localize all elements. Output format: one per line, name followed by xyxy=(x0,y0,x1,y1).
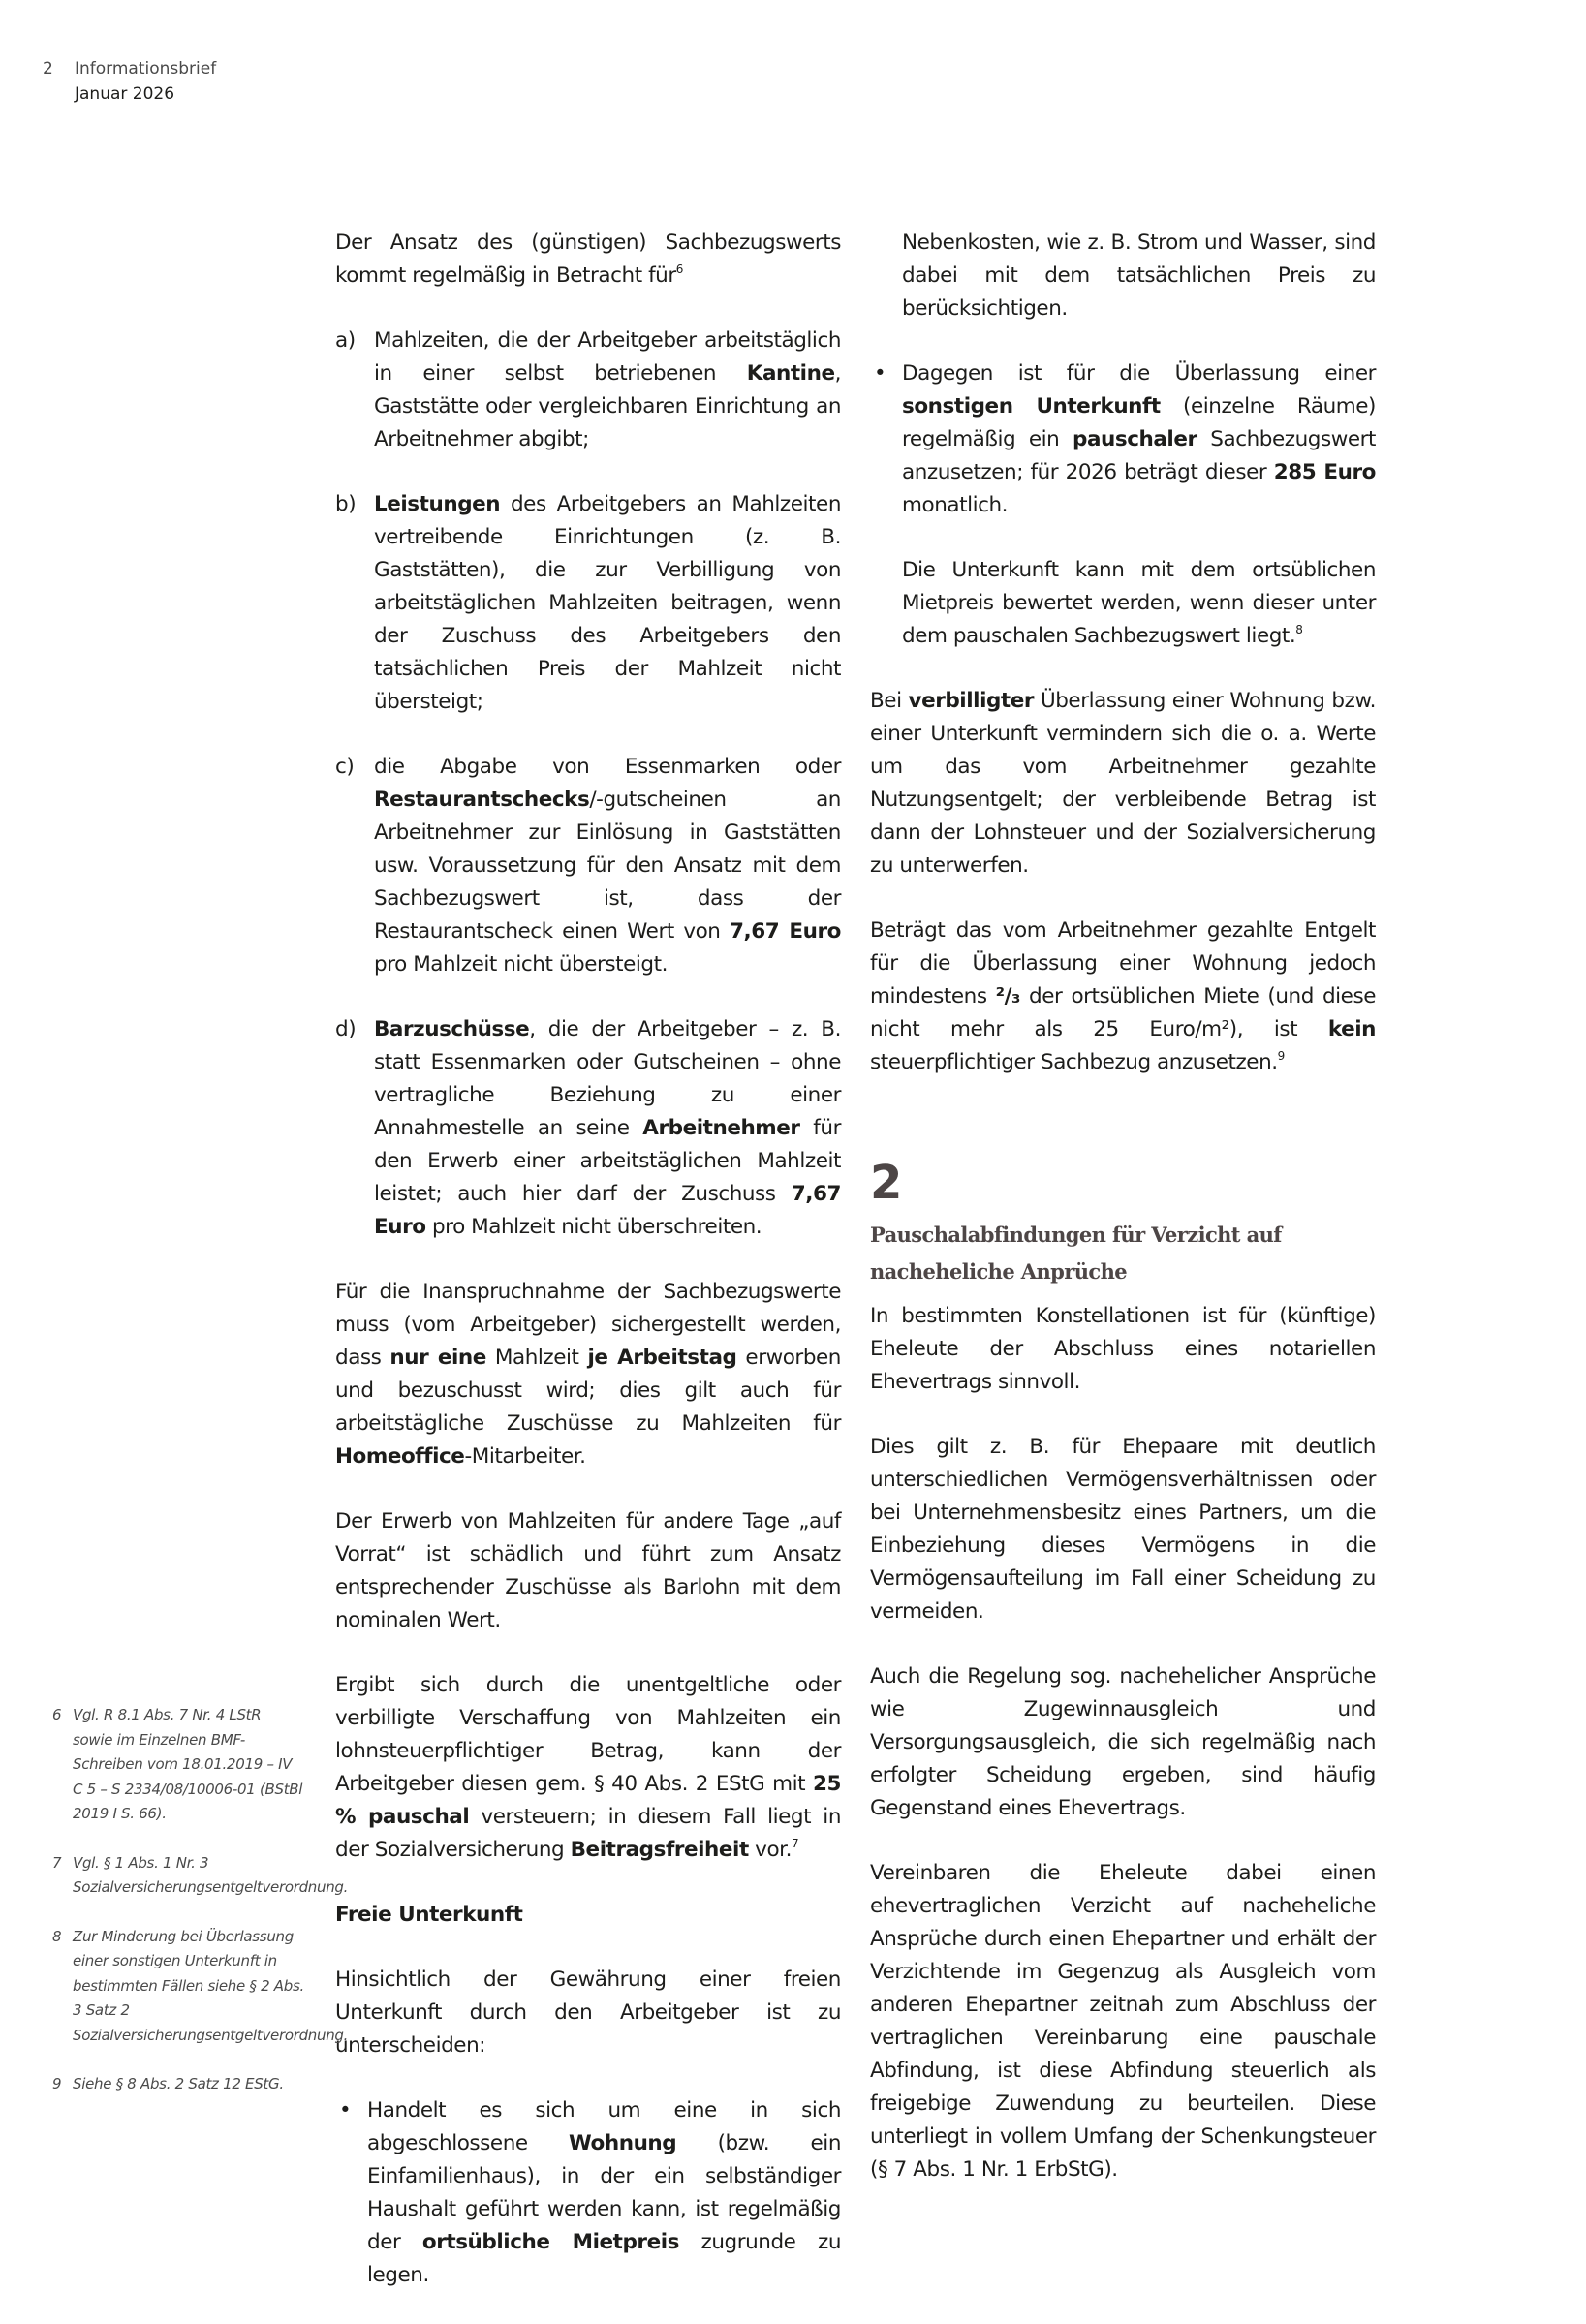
footnotes xyxy=(52,1703,349,2122)
list-marker: c) xyxy=(335,755,355,779)
list-marker: b) xyxy=(335,492,357,516)
list-item-a: a) Mahlzeiten, die der Arbeitgeber arbeitstäglich in einer selbst betriebenen Kantine, Gaststätte oder vergleichbaren Einrichtung an Arbeitnehmer abgibt; xyxy=(335,325,841,456)
section-number: 2 xyxy=(870,1156,902,1210)
bullet-icon: • xyxy=(339,2098,352,2123)
verbilligt-paragraph: Bei verbilligter Überlassung einer Wohnung bzw. einer Unterkunft vermindern sich die o. a. Werte um das vom Arbeitnehmer gezahlte Nutzungsentgelt; der verbleibende Betrag ist dann der Lohnsteuer und der Sozialversicherung zu unterwerfen. xyxy=(870,689,1376,878)
bullet-item-wohnung: • Handelt es sich um eine in sich abgeschlossene Wohnung (bzw. ein Einfamilienhaus), in der ein selbständiger Haushalt geführt werden kann, ist regelmäßig der ortsübliche Mietpreis zugrunde zu legen. xyxy=(335,2094,841,2292)
footnote-9: 9 Siehe § 8 Abs. 2 Satz 12 EStG. xyxy=(52,2075,284,2092)
bullet-icon: • xyxy=(874,361,886,386)
list-item-d: d) Barzuschüsse, die der Arbeitgeber – z. B. statt Essenmarken oder Gutscheinen – ohne vertragliche Beziehung zu einer Annahmestelle an seine Arbeitnehmer für den Erwerb einer arbeitstäglichen Mahlzeit leistet; auch hier darf der Zuschuss 7,67 Euro pro Mahlzeit nicht überschreiten. xyxy=(335,1013,841,1244)
pauschal-paragraph: Ergibt sich durch die unentgeltliche oder verbilligte Verschaffung von Mahlzeiten ein lohnsteuerpflichtiger Betrag, kann der Arbeitgeber diesen gem. § 40 Abs. 2 EStG mit 25 % pauschal versteuern; in diesem Fall liegt in der Sozialversicherung Beitragsfreiheit vor.$^7$ xyxy=(335,1673,841,1862)
footnote-7: 7 Vgl. § 1 Abs. 1 Nr. 3 Sozialversicherungsentgeltverordnung. xyxy=(52,1853,349,1896)
page-number: 2 xyxy=(43,59,53,78)
bullet-list xyxy=(870,357,1376,522)
vorrat-paragraph: Der Erwerb von Mahlzeiten für andere Tage „auf Vorrat“ ist schädlich und führt zum Ansatz entsprechender Zuschüsse als Barlohn mit dem nominalen Wert. xyxy=(335,1509,841,1632)
mietpreis-paragraph: Die Unterkunft kann mit dem ortsüblichen Mietpreis bewertet werden, wenn dieser unter dem pauschalen Sachbezugswert liegt.$^8$ xyxy=(902,558,1376,648)
right-column xyxy=(870,227,1376,2218)
left-column xyxy=(335,227,841,2324)
list-marker: a) xyxy=(335,328,356,353)
bullet-list xyxy=(335,2094,841,2292)
list-marker: d) xyxy=(335,1017,357,1041)
issue-date: Januar 2026 xyxy=(75,84,175,104)
section-paragraph: Vereinbaren die Eheleute dabei einen ehevertraglichen Verzicht auf nacheheliche Ansprüche durch einen Ehepartner und erhält der Verzichtende im Gegenzug als Ausgleich vom anderen Ehepartner zeitnah zum Abschluss der vertraglichen Vereinbarung eine pauschale Abfindung, ist diese Abfindung steuerlich als freigebige Zuwendung zu beurteilen. Diese unterliegt in vollem Umfang der Schenkungsteuer (§ 7 Abs. 1 Nr. 1 ErbStG). xyxy=(870,1861,1376,2182)
footnote-ref[interactable]: 6 xyxy=(675,263,683,276)
continuation-paragraph: Nebenkosten, wie z. B. Strom und Wasser, sind dabei mit dem tatsächlichen Preis zu berücksichtigen. xyxy=(902,231,1376,321)
section-paragraph: Auch die Regelung sog. nachehelicher Ansprüche wie Zugewinnausgleich und Versorgungsausgleich, die sich regelmäßig nach erfolgter Scheidung ergeben, sind häufig Gegenstand eines Ehevertrags. xyxy=(870,1664,1376,1820)
section-title: Pauschalabfindungen für Verzicht auf nacheheliche Anprüche xyxy=(870,1223,1282,1284)
section-paragraph: Dies gilt z. B. für Ehepaare mit deutlich unterschiedlichen Vermögensverhältnissen oder bei Unternehmensbesitz eines Partners, um die Einbeziehung dieses Vermögens in die Vermögensaufteilung im Fall einer Scheidung zu vermeiden. xyxy=(870,1435,1376,1624)
list-item-b: b) Leistungen des Arbeitgebers an Mahlzeiten vertreibende Einrichtungen (z. B. Gaststätten), die zur Verbilligung von arbeitstäglichen Mahlzeiten beitragen, wenn der Zuschuss des Arbeitgebers den tatsächlichen Preis der Mahlzeit nicht übersteigt; xyxy=(335,488,841,719)
lettered-list xyxy=(335,325,841,1244)
section-paragraph: In bestimmten Konstellationen ist für (künftige) Eheleute der Abschluss eines notariellen Ehevertrags sinnvoll. xyxy=(870,1304,1376,1394)
newsletter-title: Informationsbrief xyxy=(75,59,217,78)
intro-paragraph: Der Ansatz des (günstigen) Sachbezugswerts kommt regelmäßig in Betracht für$^6$ xyxy=(335,231,841,288)
footnote-ref[interactable]: 7 xyxy=(791,1837,799,1850)
footnote-ref[interactable]: 8 xyxy=(1295,623,1303,636)
subheading-freie-unterkunft: Freie Unterkunft xyxy=(335,1903,523,1927)
zweidrittel-paragraph: Beträgt das vom Arbeitnehmer gezahlte Entgelt für die Überlassung einer Wohnung jedoch mindestens ²/₃ der ortsüblichen Miete (und diese nicht mehr als 25 Euro/m²), ist kein steuerpflichtiger Sachbezug anzusetzen.$^9$ xyxy=(870,918,1376,1074)
footnote-6: 6 Vgl. R 8.1 Abs. 7 Nr. 4 LStR sowie im Einzelnen BMF-Schreiben vom 18.01.2019 – IV C 5 – S 2334/08/10006-01 (BStBl 2019 I S. 66). xyxy=(52,1706,303,1822)
list-item-c: c) die Abgabe von Essenmarken oder Restaurantschecks/-gutscheinen an Arbeitnehmer zur Einlösung in Gaststätten usw. Voraussetzung für den Ansatz mit dem Sachbezugswert ist, dass der Restaurantscheck einen Wert von 7,67 Euro pro Mahlzeit nicht übersteigt. xyxy=(335,751,841,981)
footnote-ref[interactable]: 9 xyxy=(1277,1049,1285,1063)
one-meal-paragraph: Für die Inanspruchnahme der Sachbezugswerte muss (vom Arbeitgeber) sichergestellt werden, dass nur eine Mahlzeit je Arbeitstag erworben und bezuschusst wird; dies gilt auch für arbeitstägliche Zuschüsse zu Mahlzeiten für Homeoffice-Mitarbeiter. xyxy=(335,1280,841,1469)
unterkunft-paragraph: Hinsichtlich der Gewährung einer freien Unterkunft durch den Arbeitgeber ist zu unterscheiden: xyxy=(335,1968,841,2058)
bullet-item-sonstige: • Dagegen ist für die Überlassung einer sonstigen Unterkunft (einzelne Räume) regelmäßig ein pauschaler Sachbezugswert anzusetzen; für 2026 beträgt dieser 285 Euro monatlich. xyxy=(870,357,1376,522)
footnote-8: 8 Zur Minderung bei Überlassung einer sonstigen Unterkunft in bestimmten Fällen siehe § 2 Abs. 3 Satz 2 Sozialversicherungsentgeltverordnung. xyxy=(52,1927,349,2044)
